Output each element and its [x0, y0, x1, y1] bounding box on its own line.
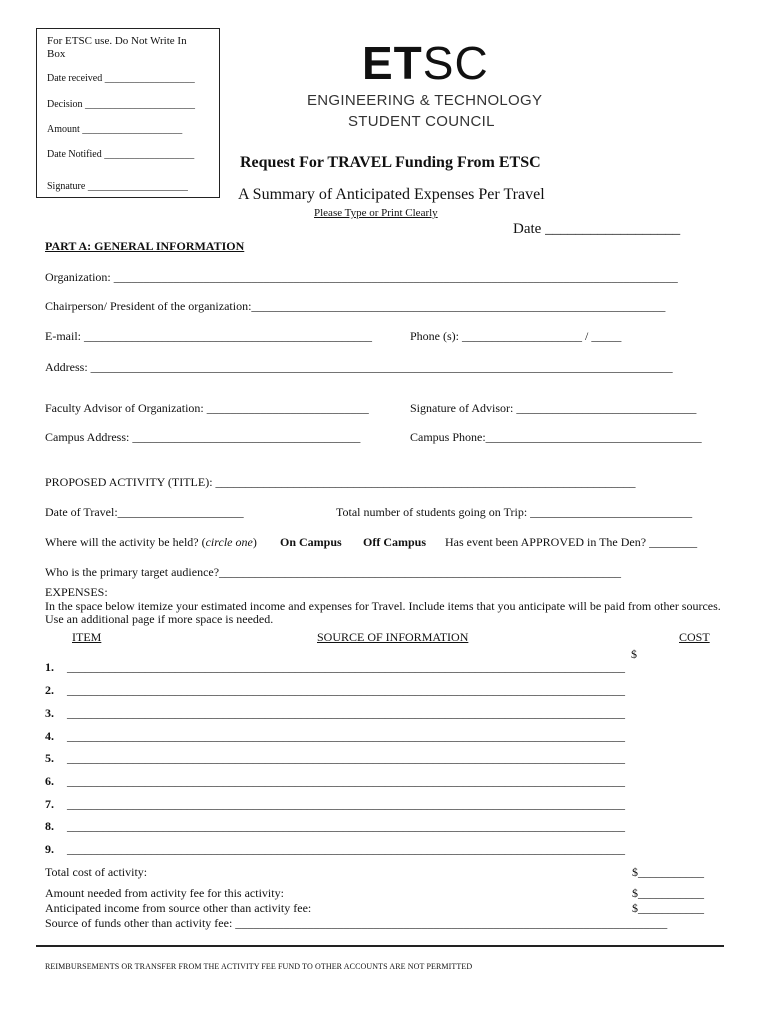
expenses-instructions: In the space below itemize your estimated income and expenses for Travel. Include items that you anticipate will be paid from other sources. Use an additional page if more space is needed. — [45, 599, 721, 626]
col-item-header: ITEM — [72, 630, 102, 644]
date-notified-field[interactable]: Date Notified __________________ — [47, 149, 195, 160]
office-use-box — [36, 28, 220, 198]
target-audience-field[interactable]: Who is the primary target audience?___________________________________________________________________ — [45, 565, 622, 579]
col-cost-header: COST — [679, 630, 710, 644]
advisor-signature-field[interactable]: Signature of Advisor: ______________________________ — [410, 401, 697, 415]
cost-dollar-sign: $ — [631, 647, 637, 661]
item-line[interactable]: _____________________________________________________________________________________________ — [67, 774, 625, 788]
source-of-funds-field[interactable]: Source of funds other than activity fee: ________________________________________________________________________ — [45, 916, 668, 930]
faculty-advisor-field[interactable]: Faculty Advisor of Organization: ___________________________ — [45, 401, 369, 415]
item-line[interactable]: _____________________________________________________________________________________________ — [67, 819, 625, 833]
form-instruction: Please Type or Print Clearly — [314, 207, 438, 219]
signature-field[interactable]: Signature ____________________ — [47, 181, 188, 192]
amount-field[interactable]: Amount ____________________ — [47, 124, 183, 135]
footer-divider — [36, 945, 724, 947]
form-subtitle: A Summary of Anticipated Expenses Per Travel — [238, 186, 545, 203]
expenses-heading: EXPENSES: — [45, 585, 108, 599]
decision-field[interactable]: Decision ______________________ — [47, 99, 196, 110]
item-number: 6. — [45, 774, 54, 788]
item-number: 2. — [45, 683, 54, 697]
item-number: 8. — [45, 819, 54, 833]
item-line[interactable]: _____________________________________________________________________________________________ — [67, 751, 625, 765]
item-number: 1. — [45, 660, 54, 674]
item-number: 7. — [45, 797, 54, 811]
col-source-header: SOURCE OF INFORMATION — [317, 630, 469, 644]
part-a-heading: PART A: GENERAL INFORMATION — [45, 239, 245, 253]
chairperson-field[interactable]: Chairperson/ President of the organization:_____________________________________________________________________ — [45, 299, 666, 313]
item-line[interactable]: _____________________________________________________________________________________________ — [67, 729, 625, 743]
anticipated-income-field[interactable]: $___________ — [632, 901, 704, 915]
logo-bold-text: ET — [362, 37, 423, 89]
approved-den-field[interactable]: Has event been APPROVED in The Den? ________ — [445, 535, 698, 549]
phone-field[interactable]: Phone (s): ____________________ / _____ — [410, 329, 622, 343]
item-number: 5. — [45, 751, 54, 765]
where-circle-hint: circle one — [205, 535, 253, 549]
logo-thin-text: SC — [422, 37, 489, 89]
email-field[interactable]: E-mail: ________________________________________________ — [45, 329, 372, 343]
where-prefix: Where will the activity be held? ( — [45, 535, 206, 549]
item-line[interactable]: _____________________________________________________________________________________________ — [67, 660, 625, 674]
total-cost-field[interactable]: $___________ — [632, 865, 704, 879]
campus-address-field[interactable]: Campus Address: ______________________________________ — [45, 430, 361, 444]
anticipated-income-label: Anticipated income from source other than activity fee: — [45, 901, 312, 915]
item-line[interactable]: _____________________________________________________________________________________________ — [67, 797, 625, 811]
item-line[interactable]: _____________________________________________________________________________________________ — [67, 706, 625, 720]
logo-subtitle-line2: STUDENT COUNCIL — [348, 113, 495, 130]
logo-subtitle-line1: ENGINEERING & TECHNOLOGY — [307, 92, 543, 109]
item-number: 9. — [45, 842, 54, 856]
office-box-heading: For ETSC use. Do Not Write In Box — [47, 35, 187, 60]
date-field[interactable]: Date __________________ — [513, 221, 681, 237]
item-number: 4. — [45, 729, 54, 743]
campus-phone-field[interactable]: Campus Phone:____________________________________ — [410, 430, 702, 444]
address-field[interactable]: Address: _________________________________________________________________________________________________ — [45, 360, 673, 374]
students-total-field[interactable]: Total number of students going on Trip: ___________________________ — [336, 505, 693, 519]
date-received-field[interactable]: Date received __________________ — [47, 73, 195, 84]
proposed-activity-field[interactable]: PROPOSED ACTIVITY (TITLE): ______________________________________________________________________ — [45, 475, 636, 489]
footer-notice: REIMBURSEMENTS OR TRANSFER FROM THE ACTIVITY FEE FUND TO OTHER ACCOUNTS ARE NOT PERMITTED — [45, 962, 473, 971]
organization-field[interactable]: Organization: ______________________________________________________________________________________________ — [45, 270, 678, 284]
off-campus-option[interactable]: Off Campus — [363, 535, 427, 549]
item-line[interactable]: _____________________________________________________________________________________________ — [67, 683, 625, 697]
on-campus-option[interactable]: On Campus — [280, 535, 342, 549]
date-of-travel-field[interactable]: Date of Travel:_____________________ — [45, 505, 244, 519]
item-line[interactable]: _____________________________________________________________________________________________ — [67, 842, 625, 856]
amount-needed-field[interactable]: $___________ — [632, 886, 704, 900]
etsc-logo — [362, 38, 489, 88]
activity-location-question — [45, 535, 257, 550]
total-cost-label: Total cost of activity: — [45, 865, 148, 879]
where-suffix: ) — [252, 535, 257, 549]
item-number: 3. — [45, 706, 54, 720]
form-title: Request For TRAVEL Funding From ETSC — [240, 154, 541, 171]
amount-needed-label: Amount needed from activity fee for this activity: — [45, 886, 284, 900]
